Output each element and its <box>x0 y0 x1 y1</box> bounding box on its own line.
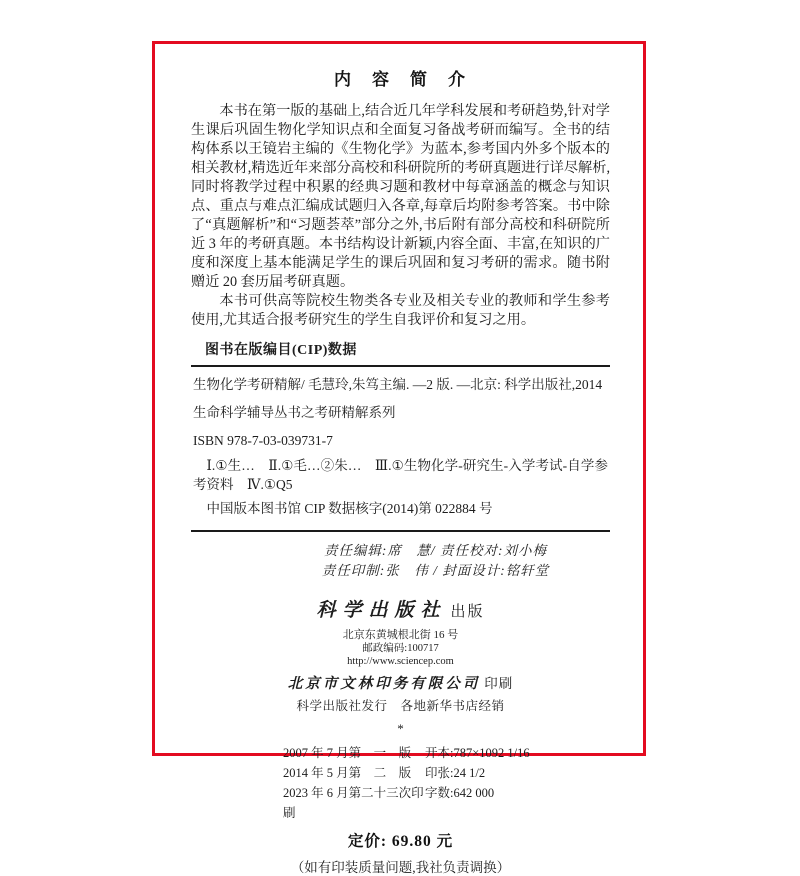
price-line: 定价: 69.80 元 <box>347 833 454 850</box>
cip-isbn: ISBN 978-7-03-039731-7 <box>193 433 333 448</box>
cip-header: 图书在版编目(CIP)数据 <box>205 343 357 358</box>
cip-body <box>191 367 610 524</box>
cip-record-line: 生物化学考研精解/ 毛慧玲,朱笃主编. —2 版. —北京: 科学出版社,2014 <box>193 377 603 392</box>
edition-printing: 2023 年 6 月第二十三次印刷 <box>283 786 424 820</box>
edition-row <box>283 763 545 783</box>
cip-series-line: 生命科学辅导丛书之考研精解系列 <box>193 405 396 420</box>
credits-editor-line: 责任编辑:席 慧/ 责任校对:刘小梅 <box>323 543 548 558</box>
publisher-address: 北京东黄城根北街 16 号 <box>342 629 459 641</box>
cip-registry-number: 中国版本图书馆 CIP 数据核字(2014)第 022884 号 <box>206 501 493 516</box>
distribution-line: 科学出版社发行 各地新华书店经销 <box>296 699 505 713</box>
staff-credits <box>191 541 610 581</box>
page-content <box>155 44 643 876</box>
edition-date: 2007 年 7 月第 一 版 <box>283 746 412 760</box>
edition-wordcount: 字数:642 000 <box>425 786 495 800</box>
intro-paragraph-2: 本书可供高等院校生物类各专业及相关专业的教师和学生参考使用,尤其适合报考研究生的学生自我评价和复习之用。 <box>191 293 610 328</box>
book-copyright-page <box>152 41 646 875</box>
credits-printing-line: 责任印制:张 伟 / 封面设计:铭轩堂 <box>321 563 550 578</box>
edition-row <box>283 743 545 763</box>
page-title: 内 容 简 介 <box>334 70 467 89</box>
cip-classification: Ⅰ.①生… Ⅱ.①毛…②朱… Ⅲ.①生物化学-研究生-入学考试-自学参考资料 Ⅳ.①Q5 <box>193 458 608 492</box>
printer-line <box>191 672 610 693</box>
publisher-website: http://www.sciencep.com <box>347 656 454 667</box>
publisher-name: 科学出版社 <box>316 600 447 621</box>
publisher-block <box>191 595 610 714</box>
edition-format: 开本:787×1092 1/16 <box>425 746 530 760</box>
edition-sheets: 印张:24 1/2 <box>425 766 486 780</box>
cip-bottom-divider <box>191 530 610 532</box>
print-label: 印刷 <box>484 676 514 691</box>
edition-table <box>283 743 545 823</box>
cip-section <box>191 339 610 532</box>
printer-name: 北京市文林印务有限公司 <box>287 676 481 692</box>
publisher-line <box>191 595 610 622</box>
edition-row <box>283 783 545 823</box>
edition-date: 2014 年 5 月第 二 版 <box>283 766 412 780</box>
separator-star: * <box>397 721 404 736</box>
publish-label: 出版 <box>450 604 485 620</box>
publisher-postcode: 邮政编码:100717 <box>362 643 439 654</box>
intro-paragraph-1: 本书在第一版的基础上,结合近几年学科发展和考研趋势,针对学生课后巩固生物化学知识点和全面复习备战考研而编写。全书的结构体系以王镜岩主编的《生物化学》为蓝本,参考国内外多个版本的相关教材,精选近年来部分高校和科研院所的考研真题进行详尽解析,同时将教学过程中积累的经典习题和教材中每章涵盖的概念与知识点、重点与难点汇编成试题归入各章,每章后均附参考答案。书中除了“真题解析”和“习题荟萃”部分之外,书后附有部分高校和科研院所近 3 年的考研真题。本书结构设计新颖,内容全面、丰富,在知识的广度和深度上基本能满足学生的课后巩固和复习考研的需求。随书附赠近 20 套历届考研真题。 <box>191 103 610 290</box>
quality-note: （如有印装质量问题,我社负责调换） <box>290 860 511 875</box>
